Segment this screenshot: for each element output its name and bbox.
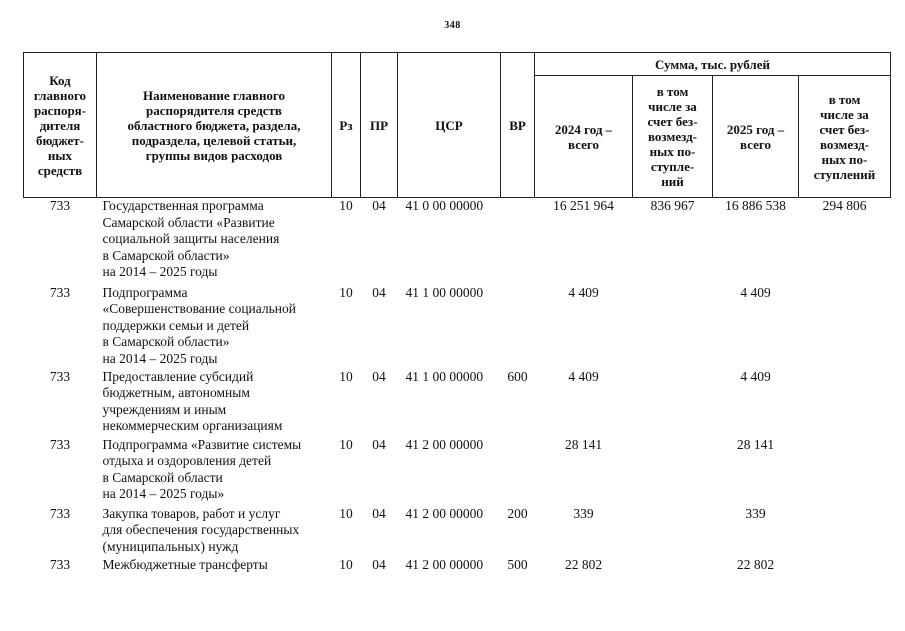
row-2025-total: 339 bbox=[745, 505, 766, 521]
row-code: 733 bbox=[49, 368, 71, 384]
row-name: Межбюджетные трансферты bbox=[102, 556, 268, 572]
header-csr: ЦСР bbox=[398, 53, 501, 198]
row-pr: 04 bbox=[372, 284, 386, 300]
header-vr: ВР bbox=[501, 53, 535, 198]
header-2024-grants: в том числе за счет без- возмезд- ных по- ступле- ний bbox=[633, 76, 713, 198]
header-rz: Рз bbox=[332, 53, 361, 198]
table-row bbox=[24, 369, 891, 437]
row-rz: 10 bbox=[339, 556, 353, 572]
row-2024-grants: 836 967 bbox=[650, 198, 695, 213]
row-vr bbox=[501, 198, 535, 285]
table-row bbox=[24, 198, 891, 285]
row-csr: 41 1 00 00000 bbox=[405, 284, 484, 300]
row-2024-grants bbox=[633, 506, 713, 557]
header-code: Код главного распоря- дителя бюджет- ных средств bbox=[24, 53, 97, 198]
row-csr: 41 2 00 00000 bbox=[405, 556, 484, 572]
table-row bbox=[24, 506, 891, 557]
row-pr: 04 bbox=[372, 368, 386, 384]
row-2024-grants bbox=[633, 437, 713, 506]
budget-table bbox=[23, 52, 891, 577]
row-code: 733 bbox=[49, 505, 71, 521]
row-2025-grants bbox=[799, 369, 891, 437]
row-2025-grants bbox=[799, 557, 891, 577]
table-row bbox=[24, 437, 891, 506]
row-name: Закупка товаров, работ и услуг для обеспечения государственных (муниципальных) нужд bbox=[102, 505, 300, 554]
row-name: Подпрограмма «Совершенствование социальной поддержки семьи и детей в Самарской области» на 2014 – 2025 годы bbox=[102, 284, 296, 366]
row-vr bbox=[501, 285, 535, 369]
row-vr: 600 bbox=[507, 368, 528, 384]
table-row bbox=[24, 285, 891, 369]
row-vr: 200 bbox=[507, 505, 528, 521]
row-2025-grants bbox=[799, 285, 891, 369]
row-code: 733 bbox=[49, 284, 71, 300]
header-name: Наименование главного распорядителя средств областного бюджета, раздела, подраздела, целевой статьи, группы видов расходов bbox=[97, 53, 332, 198]
row-2025-total: 28 141 bbox=[736, 436, 775, 452]
row-2024-total: 4 409 bbox=[568, 368, 599, 384]
row-rz: 10 bbox=[339, 436, 353, 452]
row-rz: 10 bbox=[339, 198, 353, 213]
row-2024-total: 22 802 bbox=[564, 556, 603, 572]
header-2024-total: 2024 год – всего bbox=[535, 76, 633, 198]
row-name: Государственная программа Самарской области «Развитие социальной защиты населения в Самарской области» на 2014 – 2025 годы bbox=[102, 198, 280, 279]
table-row bbox=[24, 557, 891, 577]
row-2024-grants bbox=[633, 285, 713, 369]
header-pr: ПР bbox=[361, 53, 398, 198]
row-vr bbox=[501, 437, 535, 506]
row-2025-grants bbox=[799, 437, 891, 506]
row-2024-total: 28 141 bbox=[564, 436, 603, 452]
row-code: 733 bbox=[49, 436, 71, 452]
row-pr: 04 bbox=[372, 556, 386, 572]
row-name: Подпрограмма «Развитие системы отдыха и оздоровления детей в Самарской области на 2014 – 2025 годы» bbox=[102, 436, 302, 501]
row-2025-grants: 294 806 bbox=[822, 198, 867, 213]
row-2025-grants bbox=[799, 506, 891, 557]
header-sum-group: Сумма, тыс. рублей bbox=[535, 53, 891, 76]
row-rz: 10 bbox=[339, 505, 353, 521]
header-2025-grants: в том числе за счет без- возмезд- ных по- ступлений bbox=[799, 76, 891, 198]
row-rz: 10 bbox=[339, 368, 353, 384]
row-vr: 500 bbox=[507, 556, 528, 572]
row-csr: 41 1 00 00000 bbox=[405, 368, 484, 384]
row-2024-total: 4 409 bbox=[568, 284, 599, 300]
row-csr: 41 2 00 00000 bbox=[405, 505, 484, 521]
row-code: 733 bbox=[49, 556, 71, 572]
row-2024-total: 339 bbox=[573, 505, 594, 521]
header-2025-total: 2025 год – всего bbox=[713, 76, 799, 198]
row-2024-grants bbox=[633, 369, 713, 437]
row-2025-total: 16 886 538 bbox=[725, 198, 786, 213]
row-2025-total: 4 409 bbox=[740, 368, 771, 384]
row-pr: 04 bbox=[372, 198, 386, 213]
row-csr: 41 0 00 00000 bbox=[405, 198, 484, 213]
row-2025-total: 22 802 bbox=[736, 556, 775, 572]
table-body bbox=[24, 198, 891, 577]
page-number: 348 bbox=[444, 20, 461, 31]
row-csr: 41 2 00 00000 bbox=[405, 436, 484, 452]
row-name: Предоставление субсидий бюджетным, автономным учреждениям и иным некоммерческим организациям bbox=[102, 368, 283, 433]
row-2024-total: 16 251 964 bbox=[553, 198, 614, 213]
row-rz: 10 bbox=[339, 284, 353, 300]
row-2025-total: 4 409 bbox=[740, 284, 771, 300]
row-pr: 04 bbox=[372, 505, 386, 521]
row-2024-grants bbox=[633, 557, 713, 577]
row-code: 733 bbox=[49, 198, 71, 213]
row-pr: 04 bbox=[372, 436, 386, 452]
table-header bbox=[24, 53, 891, 198]
